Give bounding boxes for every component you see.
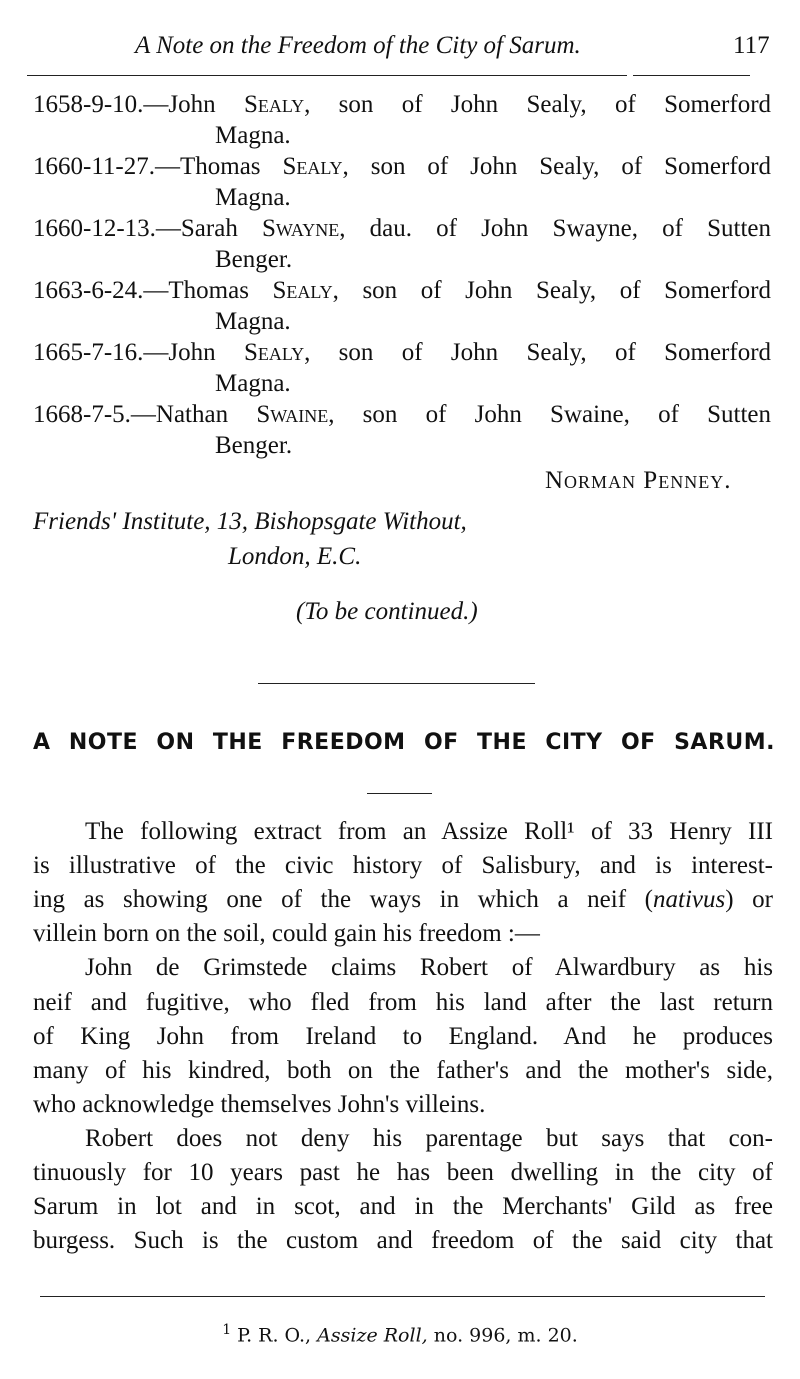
body-line: John de Grimstede claims Robert of Alwardbury as his	[85, 954, 773, 982]
header-rule	[633, 75, 750, 76]
signature: Norman Penney.	[545, 467, 732, 494]
article-title: A NOTE ON THE FREEDOM OF THE CITY OF SARUM.	[33, 730, 775, 755]
body-line: Sarum in lot and in scot, and in the Merchants' Gild as free	[33, 1193, 773, 1221]
body-line: is illustrative of the civic history of Salisbury, and is interest-	[33, 852, 773, 880]
entry-date: 1660-12-13.—	[33, 215, 181, 242]
page-number: 117	[733, 32, 770, 59]
entry-date: 1668-7-5.—	[33, 401, 156, 428]
entry-continuation: Magna.	[215, 184, 291, 211]
entry-line	[33, 338, 771, 368]
entry-first-name: Sarah	[180, 215, 238, 242]
entry-surname: Sealy,	[243, 339, 311, 366]
footnote	[0, 1322, 800, 1346]
entry-parentage: son of John Sealy, of Somerford	[338, 91, 772, 118]
footnote-title: Assize Roll,	[317, 1324, 428, 1347]
footnote-mark: 1	[222, 1322, 232, 1338]
entry-first-name: Thomas	[168, 277, 249, 304]
entry-parentage: son of John Swaine, of Sutten	[362, 401, 771, 428]
body-line: neif and fugitive, who fled from his land after the last return	[33, 988, 773, 1016]
entry-continuation: Benger.	[215, 246, 293, 273]
title-rule	[367, 793, 432, 794]
footnote-source: P. R. O.,	[237, 1324, 312, 1347]
entry-line	[33, 214, 771, 244]
entry-line	[33, 276, 771, 306]
entry-parentage: dau. of John Swayne, of Sutten	[369, 215, 772, 242]
entry-surname: Sealy,	[272, 277, 339, 304]
address-line-2: London, E.C.	[228, 543, 362, 570]
entry-continuation: Magna.	[215, 308, 291, 335]
entry-first-name: John	[168, 339, 216, 366]
footnote-rule	[40, 1296, 765, 1297]
entry-first-name: John	[168, 91, 216, 118]
body-line: tinuously for 10 years past he has been dwelling in the city of	[33, 1159, 773, 1186]
entry-parentage: son of John Sealy, of Somerford	[370, 153, 772, 180]
entry-continuation: Benger.	[215, 432, 293, 459]
entry-parentage: son of John Sealy, of Somerford	[362, 277, 772, 304]
entry-date: 1663-6-24.—	[33, 277, 169, 304]
address-line-1: Friends' Institute, 13, Bishopsgate Without,	[33, 508, 467, 535]
entry-surname: Swayne,	[262, 215, 346, 242]
header-rule	[27, 75, 627, 76]
body-line: ing as showing one of the ways in which a neif (nativus) or	[33, 886, 773, 914]
entry-date: 1658-9-10.—	[33, 91, 169, 118]
body-line: Robert does not deny his parentage but says that con-	[85, 1124, 773, 1152]
entry-surname: Swaine,	[256, 401, 335, 428]
running-title: A Note on the Freedom of the City of Sarum.	[135, 32, 581, 59]
body-line: many of his kindred, both on the father's and the mother's side,	[33, 1056, 773, 1084]
entry-date: 1660-11-27.—	[33, 153, 180, 180]
entry-line	[33, 90, 771, 120]
footnote-ref: no. 996, m. 20.	[433, 1324, 578, 1347]
body-line: burgess. Such is the custom and freedom of the said city that	[33, 1227, 773, 1255]
entry-first-name: Nathan	[155, 401, 229, 428]
entry-parentage: son of John Sealy, of Somerford	[338, 339, 772, 366]
body-line: villein born on the soil, could gain his freedom :—	[33, 920, 540, 948]
entry-surname: Sealy,	[243, 91, 311, 118]
entry-line	[33, 400, 771, 430]
entry-date: 1665-7-16.—	[33, 339, 169, 366]
entry-continuation: Magna.	[215, 122, 291, 149]
body-line: who acknowledge themselves John's villeins.	[33, 1090, 486, 1118]
section-divider	[258, 683, 535, 684]
body-line: The following extract from an Assize Roll¹ of 33 Henry III	[85, 818, 773, 845]
entry-continuation: Magna.	[215, 370, 291, 397]
body-line: of King John from Ireland to England. And he produces	[33, 1022, 773, 1050]
entry-line	[33, 152, 771, 182]
to-be-continued: (To be continued.)	[296, 598, 478, 625]
entry-first-name: Thomas	[179, 153, 261, 180]
entry-surname: Sealy,	[282, 153, 349, 180]
